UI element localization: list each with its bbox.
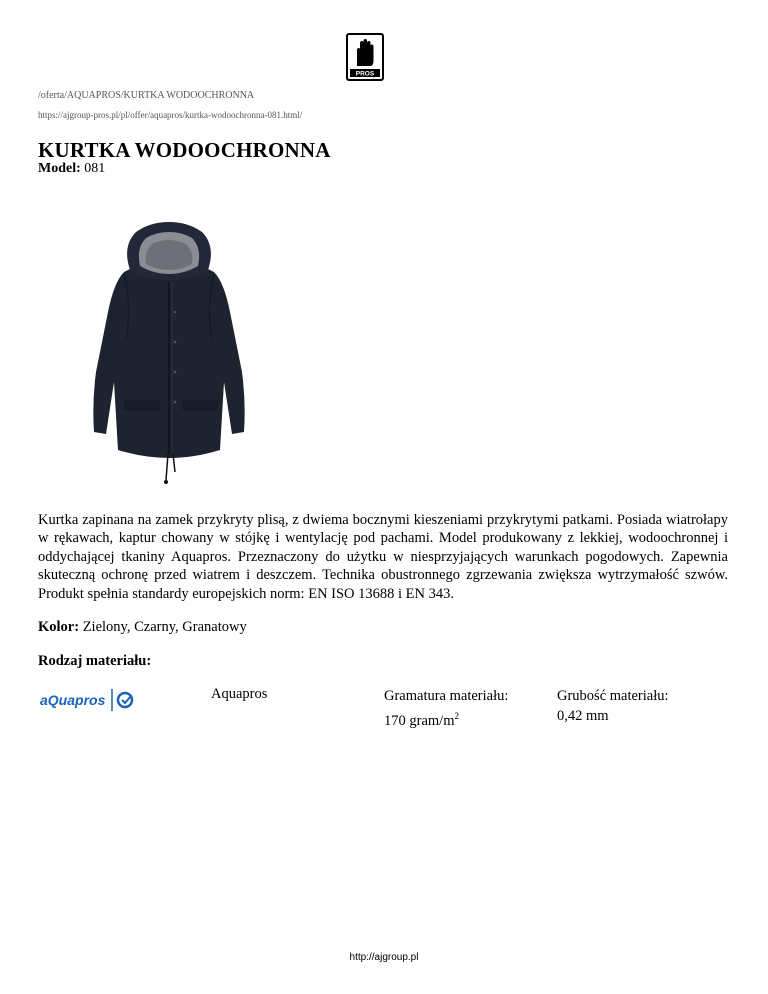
page-title: KURTKA WODOOCHRONNA <box>38 138 331 162</box>
page-url[interactable]: https://ajgroup-pros.pl/pl/offer/aquapros/kurtka-wodoochronna-081.html/ <box>38 110 303 120</box>
weight-value-line <box>384 706 508 731</box>
model-value: 081 <box>84 161 106 176</box>
color-label: Kolor: <box>38 619 80 635</box>
material-weight <box>384 686 508 731</box>
color-line <box>38 619 247 636</box>
product-image <box>84 222 254 488</box>
weight-value: 170 gram/m <box>384 712 455 729</box>
footer-link[interactable]: http://ajgroup.pl <box>349 952 419 963</box>
material-thickness <box>557 686 669 726</box>
model-line <box>38 161 105 177</box>
breadcrumb[interactable]: /oferta/AQUAPROS/KURTKA WODOOCHRONNA <box>38 90 255 101</box>
logo-text: PROS <box>355 70 375 78</box>
pros-logo <box>346 33 384 81</box>
brand-logo-text: aQuapros <box>40 692 106 708</box>
product-description: Kurtka zapinana na zamek przykryty plisą, z dwiema bocznymi kieszeniami przykrytymi patkami. Posiada wiatrołapy w rękawach, kaptur chowany w stójkę i wentylację pod pachami. Model produkowany z lekkiej, wodoochronnej i oddychającej tkaniny Aquapros. Przeznaczony do użytku w niesprzyjających warunkach pogodowych. Zapewnia skuteczną ochronę przed wiatrem i deszczem. Technika obustronnego zgrzewania zwiększa wytrzymałość szwów. Produkt spełnia standardy europejskich norm: EN ISO 13688 i EN 343. <box>38 512 728 602</box>
material-heading: Rodzaj materiału: <box>38 653 152 669</box>
weight-unit-exponent: 2 <box>454 711 459 721</box>
thickness-label: Grubość materiału: <box>557 688 669 704</box>
aquapros-logo <box>38 685 148 715</box>
color-value: Zielony, Czarny, Granatowy <box>82 619 247 635</box>
model-label: Model: <box>38 161 81 176</box>
thickness-value: 0,42 mm <box>557 708 609 724</box>
weight-label: Gramatura materiału: <box>384 688 509 704</box>
material-name: Aquapros <box>211 686 268 702</box>
